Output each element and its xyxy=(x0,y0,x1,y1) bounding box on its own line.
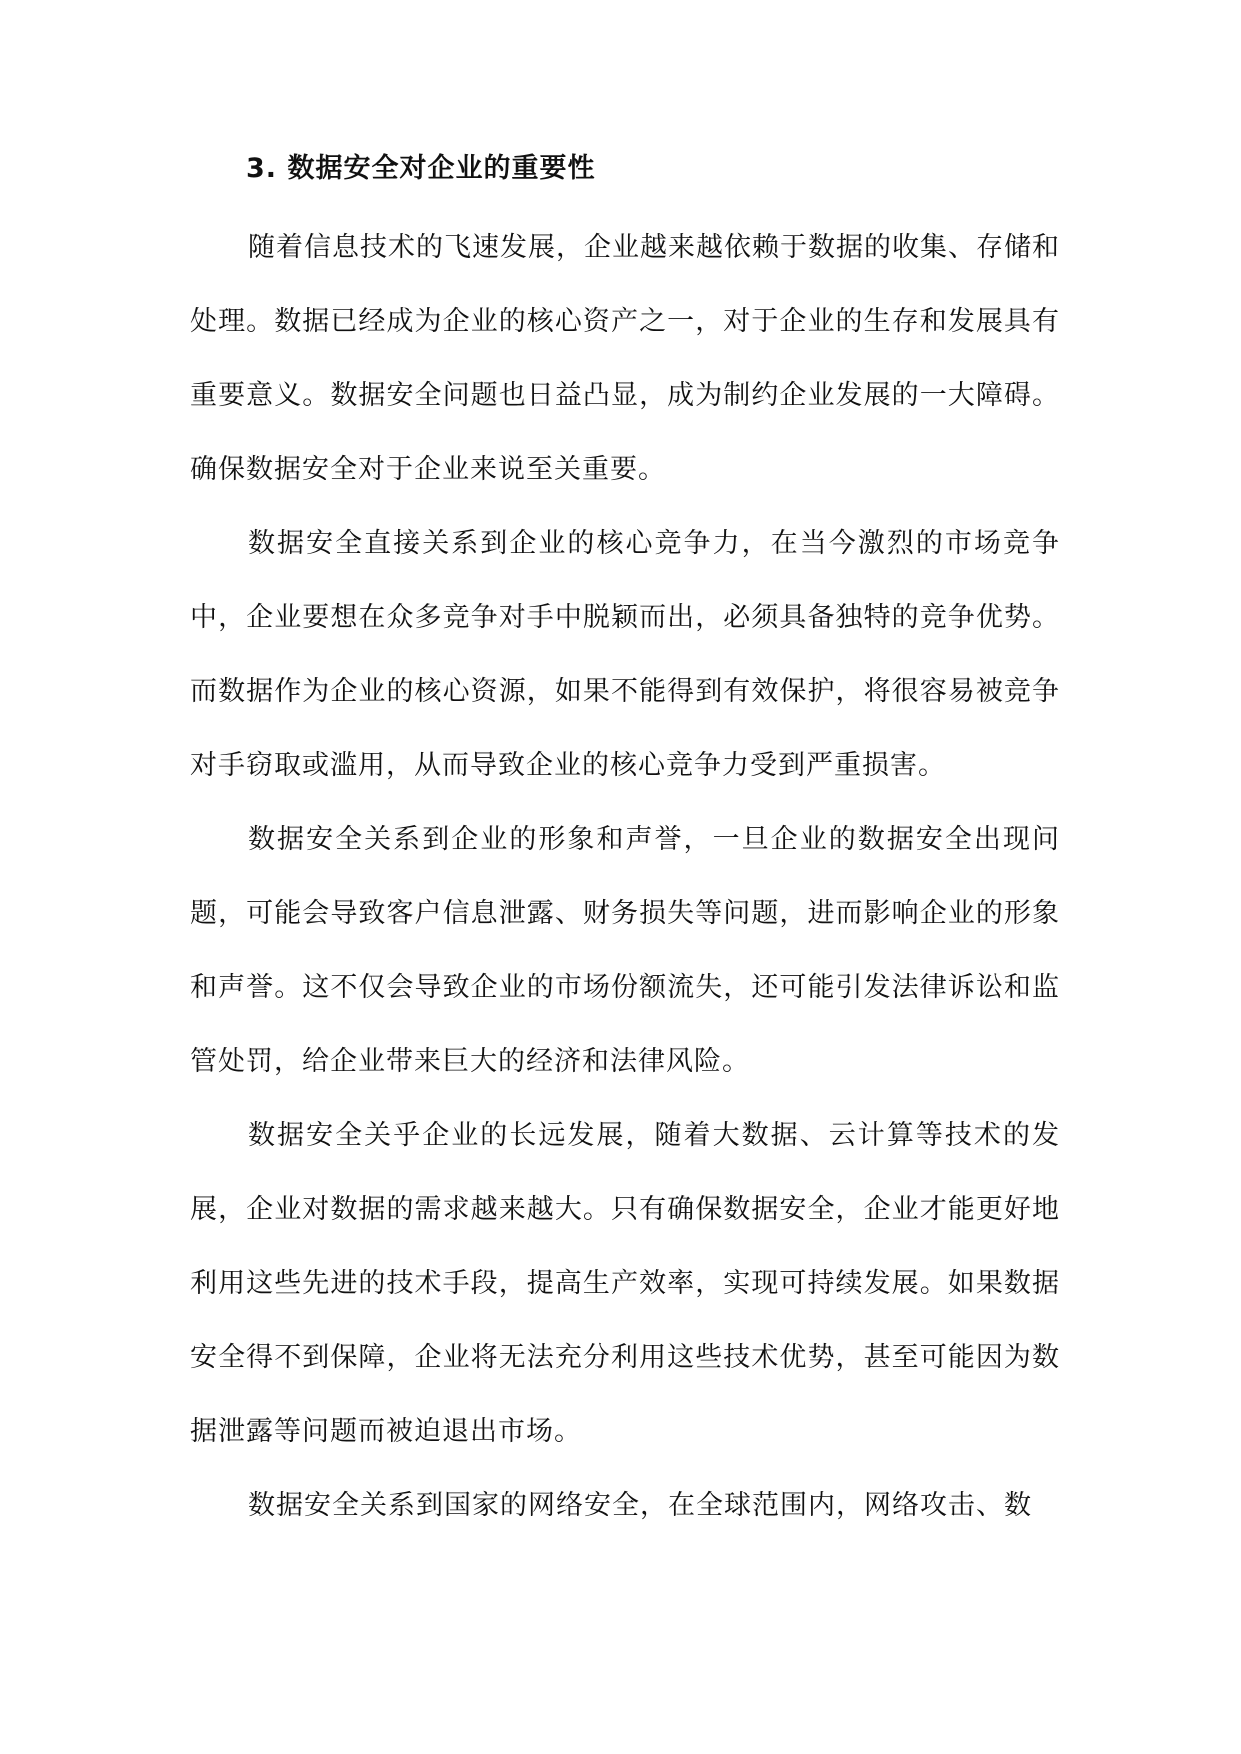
paragraph-3: 数据安全关系到企业的形象和声誉，一旦企业的数据安全出现问题，可能会导致客户信息泄露、财务损失等问题，进而影响企业的形象和声誉。这不仅会导致企业的市场份额流失，还可能引发法律诉讼和监管处罚，给企业带来巨大的经济和法律风险。 xyxy=(190,824,1060,1077)
document-body xyxy=(190,145,1060,1543)
section-heading: 3. 数据安全对企业的重要性 xyxy=(246,153,596,184)
paragraph-5: 数据安全关系到国家的网络安全，在全球范围内，网络攻击、数 xyxy=(248,1490,1032,1521)
paragraph-1: 随着信息技术的飞速发展，企业越来越依赖于数据的收集、存储和处理。数据已经成为企业的核心资产之一，对于企业的生存和发展具有重要意义。数据安全问题也日益凸显，成为制约企业发展的一大障碍。确保数据安全对于企业来说至关重要。 xyxy=(190,232,1060,485)
paragraph-2: 数据安全直接关系到企业的核心竞争力，在当今激烈的市场竞争中，企业要想在众多竞争对手中脱颖而出，必须具备独特的竞争优势。而数据作为企业的核心资源，如果不能得到有效保护，将很容易被竞争对手窃取或滥用，从而导致企业的核心竞争力受到严重损害。 xyxy=(190,528,1060,781)
paragraph-4: 数据安全关乎企业的长远发展，随着大数据、云计算等技术的发展，企业对数据的需求越来越大。只有确保数据安全，企业才能更好地利用这些先进的技术手段，提高生产效率，实现可持续发展。如果数据安全得不到保障，企业将无法充分利用这些技术优势，甚至可能因为数据泄露等问题而被迫退出市场。 xyxy=(190,1120,1060,1447)
